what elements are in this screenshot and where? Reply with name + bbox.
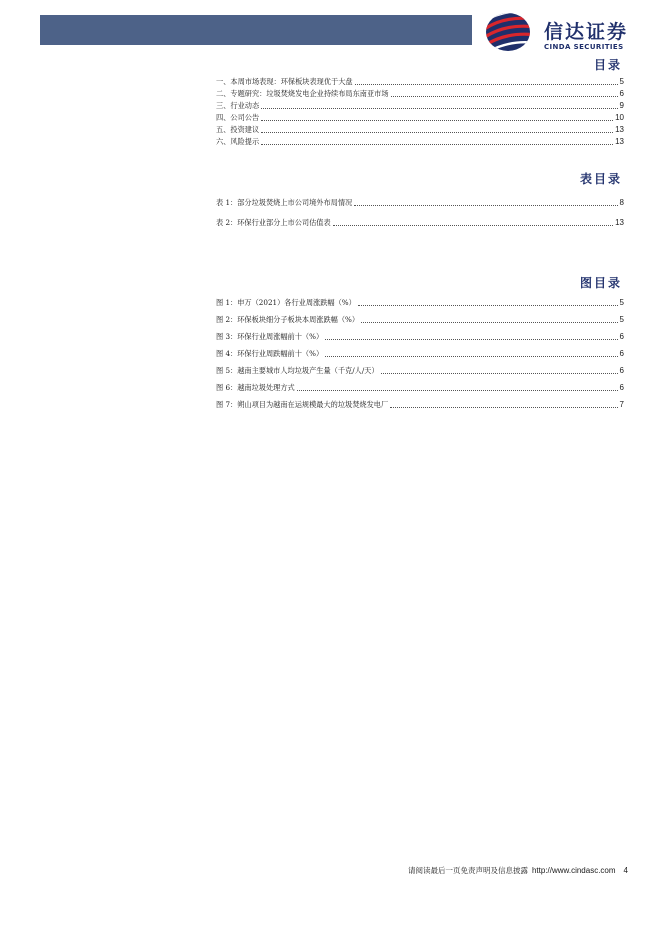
figure-entry-page: 7 xyxy=(619,400,624,409)
figure-entry-page: 5 xyxy=(619,315,624,324)
figure-entry-page: 6 xyxy=(619,383,624,392)
figure-entry-label: 图 6：越南垃圾处理方式 xyxy=(216,383,295,392)
tables-title: 表目录 xyxy=(579,172,622,186)
toc-entry-page: 13 xyxy=(615,137,624,146)
figure-entry-page: 5 xyxy=(619,298,624,307)
leader-dots xyxy=(381,372,618,374)
leader-dots xyxy=(325,338,617,340)
toc-entry-label: 五、投资建议 xyxy=(216,125,260,134)
figure-entry-label: 图 4：环保行业周跌幅前十（%） xyxy=(216,349,324,358)
table-entry[interactable] xyxy=(216,209,624,229)
page-footer xyxy=(408,865,628,876)
toc-entry-label: 六、风险提示 xyxy=(216,137,260,146)
figure-entry-label: 图 3：环保行业周涨幅前十（%） xyxy=(216,332,324,341)
leader-dots xyxy=(261,119,613,121)
figure-entry-label: 图 1：申万（2021）各行业周涨跌幅（%） xyxy=(216,298,356,307)
leader-dots xyxy=(390,406,617,408)
figure-entry-page: 6 xyxy=(619,366,624,375)
toc-entry-label: 三、行业动态 xyxy=(216,101,260,110)
figure-entry-page: 6 xyxy=(619,332,624,341)
leader-dots xyxy=(391,95,618,97)
leader-dots xyxy=(333,224,613,226)
leader-dots xyxy=(261,143,613,145)
figure-entry-page: 6 xyxy=(619,349,624,358)
toc-entry[interactable] xyxy=(216,136,624,148)
toc-entry[interactable] xyxy=(216,112,624,124)
toc-entry-label: 四、公司公告 xyxy=(216,113,260,122)
toc-entry-page: 13 xyxy=(615,125,624,134)
page-number: 4 xyxy=(623,866,628,875)
leader-dots xyxy=(361,321,617,323)
leader-dots xyxy=(261,107,617,109)
toc-entry-label: 二、专题研究：垃圾焚烧发电企业持续布局东南亚市场 xyxy=(216,89,389,98)
leader-dots xyxy=(297,389,618,391)
logo-english-name: CINDA SECURITIES xyxy=(544,43,624,51)
toc-entry-page: 9 xyxy=(619,101,624,110)
toc-entry-page: 5 xyxy=(619,77,624,86)
figures-title: 图目录 xyxy=(579,276,622,290)
leader-dots xyxy=(325,355,617,357)
toc-entry[interactable] xyxy=(216,124,624,136)
contents-title: 目录 xyxy=(593,58,622,72)
tables-list xyxy=(216,189,624,229)
figures-list xyxy=(216,292,624,411)
table-entry-page: 8 xyxy=(619,198,624,207)
footer-disclaimer: 请阅读最后一页免责声明及信息披露 xyxy=(407,866,528,875)
figure-entry[interactable] xyxy=(216,394,624,411)
toc-entry-page: 10 xyxy=(615,113,624,122)
header-bar xyxy=(40,15,472,45)
leader-dots xyxy=(358,304,618,306)
logo-globe-icon xyxy=(484,11,532,53)
toc-entry[interactable] xyxy=(216,88,624,100)
figure-entry[interactable] xyxy=(216,292,624,309)
leader-dots xyxy=(355,83,618,85)
footer-url-link[interactable]: http://www.cindasc.com xyxy=(531,866,616,875)
figure-entry[interactable] xyxy=(216,377,624,394)
leader-dots xyxy=(261,131,613,133)
contents-list xyxy=(216,76,624,148)
table-entry-page: 13 xyxy=(615,218,624,227)
toc-entry[interactable] xyxy=(216,76,624,88)
toc-entry[interactable] xyxy=(216,100,624,112)
company-logo xyxy=(484,11,654,53)
leader-dots xyxy=(354,204,617,206)
toc-entry-page: 6 xyxy=(619,89,624,98)
figure-entry-label: 图 2：环保板块细分子板块本周涨跌幅（%） xyxy=(216,315,360,324)
figure-entry-label: 图 7：朔山项目为越南在运规模最大的垃圾焚烧发电厂 xyxy=(216,400,389,409)
figure-entry[interactable] xyxy=(216,343,624,360)
table-entry-label: 表 2：环保行业部分上市公司估值表 xyxy=(216,218,331,227)
table-entry[interactable] xyxy=(216,189,624,209)
logo-chinese-name: 信达证券 xyxy=(544,21,629,43)
toc-entry-label: 一、本周市场表现：环保板块表现优于大盘 xyxy=(216,77,353,86)
figure-entry[interactable] xyxy=(216,326,624,343)
figure-entry[interactable] xyxy=(216,360,624,377)
table-entry-label: 表 1：部分垃圾焚烧上市公司境外布局情况 xyxy=(216,198,353,207)
figure-entry-label: 图 5：越南主要城市人均垃圾产生量（千克/人/天） xyxy=(216,366,379,375)
figure-entry[interactable] xyxy=(216,309,624,326)
